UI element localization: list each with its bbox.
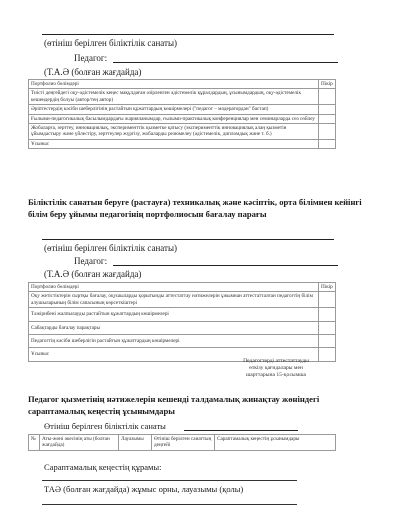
table-header: [29, 435, 336, 451]
table-cell: Тәжірибені жалпылауды растайтын құжаттардың көшірмелері: [29, 308, 319, 321]
table-row: [29, 335, 336, 348]
council-table: [28, 434, 336, 451]
header-cell: Сараптамалық кеңестің ұсынымдары: [215, 435, 336, 451]
comment-cell[interactable]: [319, 321, 336, 334]
table-row: [29, 321, 336, 334]
table-cell: Тиісті деңгейдегі оқу-әдістемелік кеңес мақұлдаған әзірленген әдістемелік құралдардың, ұсынымдардың, оқу-әдістемелік кешендердің болуы (автор/тең автор): [29, 89, 319, 105]
teacher-line-2: [113, 265, 338, 266]
portfolio-table-1: [28, 79, 336, 149]
comment-cell[interactable]: [319, 292, 336, 308]
category-line-3: [184, 430, 298, 431]
table-row: [29, 105, 336, 114]
appendix-note: Педагогтерді аттестаттауды өткізу қағидалары мен шарттарына 15-қосымша: [243, 358, 309, 378]
table-row: [29, 89, 336, 105]
header-cell: Портфолио бөлімдері: [29, 80, 319, 89]
table-row: [29, 292, 336, 308]
category-caption-1: (өтініш берілген біліктілік санаты): [44, 38, 178, 48]
table-cell: Әріптестердің кәсіби шеберлігінің растайтын құжаттардың көшірмелері ("педагог – модератордан" бастап): [29, 105, 319, 114]
comment-cell[interactable]: [319, 105, 336, 114]
signature-line: [42, 480, 297, 481]
comment-cell[interactable]: [319, 124, 336, 140]
name-caption-1: (Т.А.Ә (болған жағдайда): [44, 67, 142, 77]
table-cell: Жобаларға, зерттеу, инновациялық, эксперименттік қызметке қатысу (эксперименттік инновациялық алаң қызметін ұйымдастыру және үйлестіру, зерттеулер жүргізу, жобаларды резюмелеу (әдістемелік, дипломдық және т. б.): [29, 124, 319, 140]
category-line-2: [42, 239, 334, 240]
name-caption-2: (Т.А.Ә (болған жағдайда): [44, 269, 142, 279]
table-row: [29, 124, 336, 140]
table-cell: Ұсыныс: [29, 348, 319, 361]
teacher-label-2: Педагог:: [74, 256, 108, 266]
comment-cell[interactable]: [319, 139, 336, 148]
table-cell: Сабақтарды бағалау парақтары: [29, 321, 319, 334]
comment-cell[interactable]: [319, 308, 336, 321]
portfolio-table-2: [28, 282, 336, 362]
header-cell: Портфолио бөлімдері: [29, 283, 319, 292]
comment-cell[interactable]: [319, 89, 336, 105]
table-header: [29, 283, 336, 292]
comment-cell[interactable]: [319, 335, 336, 348]
header-cell: Пікір: [319, 283, 336, 292]
table-row: [29, 139, 336, 148]
header-cell: Аты-жөні әкесінің аты (болған жағдайда): [40, 435, 119, 451]
category-line-1: [42, 34, 334, 35]
table-row: [29, 308, 336, 321]
section-2-title: Біліктілік санатын беруге (растауға) техникалық және кәсіптік, орта білімнен кейінгі білім беру ұйымы педагогінің портфолиосын бағалау парағы: [28, 197, 362, 219]
header-cell: Өтініш берілген санаттың деңгейі: [152, 435, 215, 451]
table-cell: Педагогтің кәсіби шеберлігін растайтын құжаттардың көшірмелері: [29, 335, 319, 348]
signature-line: [42, 504, 297, 505]
header-cell: №: [29, 435, 40, 451]
table-header: [29, 80, 336, 89]
header-cell: Лауазымы: [119, 435, 152, 451]
table-row: [29, 114, 336, 123]
comment-cell[interactable]: [319, 348, 336, 361]
teacher-label-1: Педагог:: [74, 53, 108, 63]
header-cell: Пікір: [319, 80, 336, 89]
table-cell: Оқу жетістіктерін сыртқы бағалау, оқушыларды қорытынды аттестаттау нәтижелерін ұжымнан аттестатталған педагогтің білім алушыларының білім сапасының көрсеткіштері: [29, 292, 319, 308]
table-cell: Ұсыныс: [29, 139, 319, 148]
section-3-title: Педагог қызметінің нәтижелерін кешенді талдамалық жинақтау жөніндегі сараптамалық кеңестің ұсынымдары: [28, 394, 320, 416]
signature-caption: ТАӘ (болған жағдайда) жұмыс орны, лауазымы (қолы): [44, 484, 244, 494]
category-caption-2: (өтініш берілген біліктілік санаты): [44, 243, 178, 253]
table-cell: Ғылыми-педагогикалық басылымдардағы жарияланымдар, ғылыми-практикалық конференциялар мен семинарларда сөз сөйлеу: [29, 114, 319, 123]
council-label: Сараптамалық кеңестің құрамы:: [44, 462, 162, 472]
comment-cell[interactable]: [319, 114, 336, 123]
category-label-3: Өтініш берілген біліктілік санаты: [44, 421, 166, 431]
teacher-line-1: [113, 62, 338, 63]
